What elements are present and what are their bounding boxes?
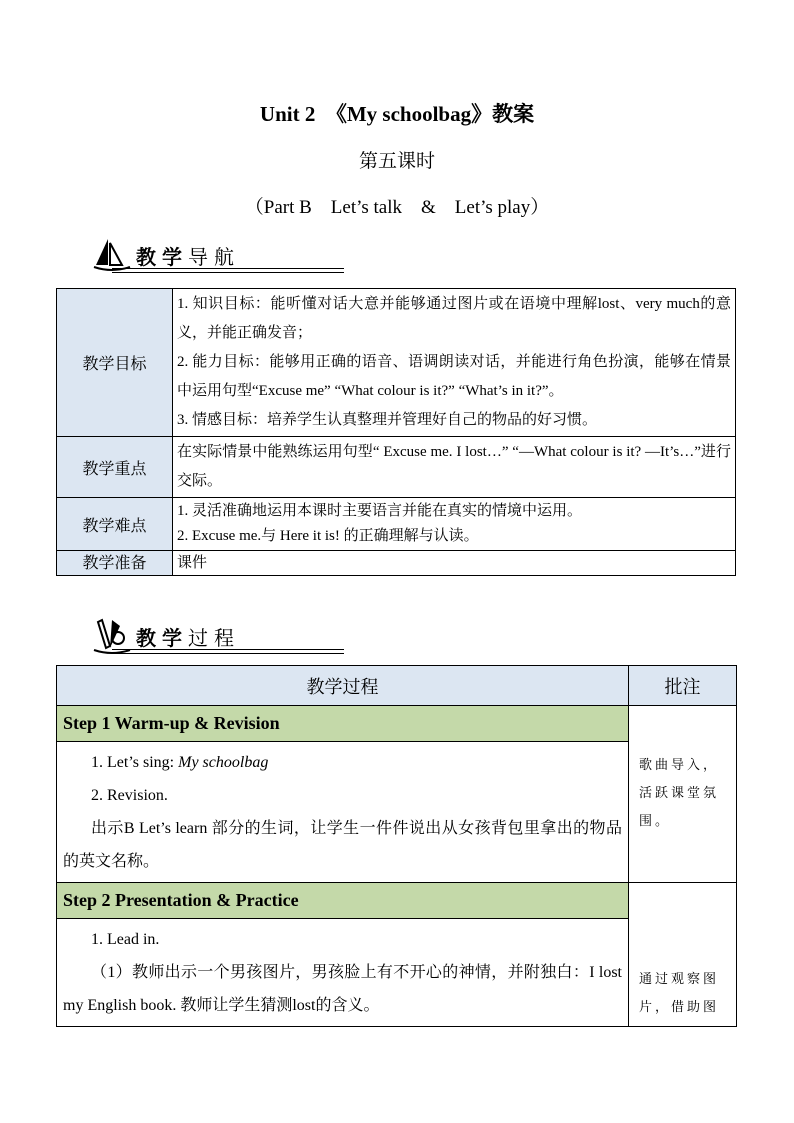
- step-title: Step 2 Presentation & Practice: [57, 883, 629, 919]
- revision-line: 2. Revision.: [91, 787, 168, 804]
- document-title: Unit 2 《My schoolbag》教案: [259, 102, 535, 126]
- table-row: [57, 498, 736, 551]
- section-title-light: 导航: [188, 245, 240, 269]
- lead-in-line: 1. Lead in.: [91, 931, 160, 948]
- goal-line: 1. 知识目标：能听懂对话大意并能够通过图片或在语境中理解lost、very much的意义，并能正确发音；: [177, 296, 731, 341]
- lead-in-detail: （1）教师出示一个男孩图片，男孩脸上有不开心的神情，并附独白：I lost my English book. 教师让学生猜测lost的含义。: [63, 964, 622, 1014]
- difficulty-line: 2. Excuse me.与 Here it is! 的正确理解与认读。: [177, 528, 479, 544]
- step-body: [57, 742, 629, 883]
- step-title: Step 1 Warm-up & Revision: [57, 706, 629, 742]
- section-title-light: 过程: [188, 626, 240, 650]
- step-note: 歌曲导入，活跃课堂氛围。: [629, 706, 737, 883]
- section-title-bold: 教学: [136, 245, 188, 269]
- table-row: [57, 551, 736, 576]
- table-row: [57, 289, 736, 437]
- table-row: [57, 437, 736, 498]
- preparation-line: 课件: [177, 555, 208, 571]
- lesson-part: （Part B Let’s talk & Let’s play）: [244, 197, 550, 218]
- goal-line: 2. 能力目标：能够用正确的语音、语调朗读对话，并能进行角色扮演，能够在情景中运用句型“Excuse me” “What colour is it?” “What’s in it?”。: [177, 354, 731, 399]
- column-header-process: 教学过程: [57, 666, 629, 706]
- row-label: 教学目标: [57, 289, 173, 437]
- lesson-number: 第五课时: [358, 151, 435, 172]
- row-label: 教学难点: [57, 498, 173, 551]
- table-row: [57, 706, 737, 742]
- section-underline: [112, 649, 344, 654]
- teaching-navigation-heading: [92, 235, 262, 279]
- row-content: [173, 498, 736, 551]
- teaching-goals-table: [56, 288, 736, 576]
- row-content: [173, 289, 736, 437]
- column-header-notes: 批注: [629, 666, 737, 706]
- song-title: My schoolbag: [178, 754, 269, 771]
- table-header-row: [57, 666, 737, 706]
- teaching-process-table: [56, 665, 737, 1027]
- table-row: [57, 883, 737, 919]
- step-body: [57, 919, 629, 1027]
- row-content: [173, 551, 736, 576]
- section-underline: [112, 268, 344, 273]
- section-title-bold: 教学: [136, 626, 188, 650]
- teaching-process-heading: [92, 616, 262, 660]
- sing-line: 1. Let’s sing: My schoolbag: [91, 754, 269, 771]
- row-label: 教学准备: [57, 551, 173, 576]
- row-label: 教学重点: [57, 437, 173, 498]
- step-note: 通过观察图片，借助图: [629, 883, 737, 1027]
- row-content: [173, 437, 736, 498]
- goal-line: 3. 情感目标：培养学生认真整理并管理好自己的物品的好习惯。: [177, 412, 598, 428]
- difficulty-line: 1. 灵活准确地运用本课时主要语言并能在真实的情境中运用。: [177, 503, 583, 519]
- revision-detail: 出示B Let’s learn 部分的生词，让学生一件件说出从女孩背包里拿出的物品的英文名称。: [63, 820, 622, 870]
- key-point-line: 在实际情景中能熟练运用句型“ Excuse me. I lost…” “—What colour is it? —It’s…”进行交际。: [177, 444, 731, 489]
